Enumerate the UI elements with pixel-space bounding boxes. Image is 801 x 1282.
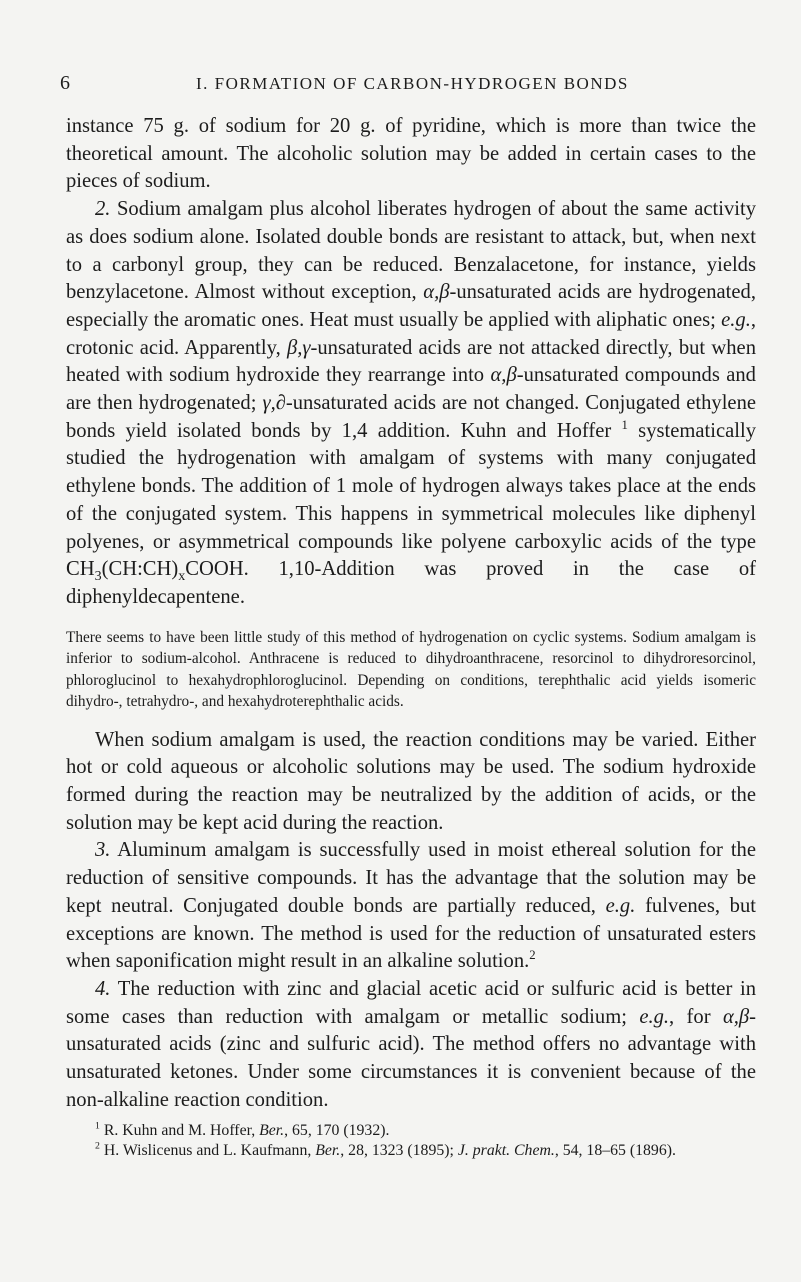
paragraph-zinc-reduction: 4. The reduction with zinc and glacial acetic acid or sulfuric acid is better in some cases than reduction with amalgam or metallic sodium; e.g., for α,β-unsaturated acids (zinc and sulfuric acid). The method offers no advantage with unsaturated ketones. Under some circumstances it is convenient because of the non-alkaline reaction condition. xyxy=(66,977,757,1111)
paragraph-aluminum-amalgam: 3. Aluminum amalgam is successfully used in moist ethereal solution for the reduction of sensitive compounds. It has the advantage that the solution may be kept neutral. Conjugated double bonds are partially reduced, e.g. fulvenes, but exceptions are known. The method is used for the reduction of unsaturated esters when saponification might result in an alkaline solution.$^2$ xyxy=(66,839,756,973)
small-print-note: There seems to have been little study of this method of hydrogenation on cyclic systems. Sodium amalgam is inferior to sodium-alcohol. Anthracene is reduced to dihydroanthracene, resorcinol to dihydroresorcinol, phloroglucinol to hexahydrophloroglucinol. Depending on conditions, terephthalic acid yields isomeric dihydro-, tetrahydro-, and hexahydroterephthalic acids. xyxy=(66,628,756,711)
paragraph-continuation: instance 75 g. of sodium for 20 g. of pyridine, which is more than twice the theoretical amount. The alcoholic solution may be added in certain cases to the pieces of sodium. xyxy=(66,115,756,193)
item-number: 4. xyxy=(95,977,111,1000)
body-text xyxy=(66,113,756,1162)
footnote-2: $^2$ H. Wislicenus and L. Kaufmann, Ber., 28, 1323 (1895); J. prakt. Chem., 54, 18–65 (1896). xyxy=(95,1140,676,1159)
footnotes xyxy=(66,1121,756,1162)
item-number: 3. xyxy=(95,839,111,862)
running-head: I. FORMATION OF CARBON-HYDROGEN BONDS xyxy=(196,74,629,93)
item-number: 2. xyxy=(95,198,111,221)
page-header xyxy=(60,72,750,100)
paragraph-sodium-amalgam: 2. Sodium amalgam plus alcohol liberates hydrogen of about the same activity as does sodium alone. Isolated double bonds are resistant to attack, but, when next to a carbonyl group, they can be reduced. Benzalacetone, for instance, yields benzylacetone. Almost without exception, α,β-unsaturated acids are hydrogenated, especially the aromatic ones. Heat must usually be applied with aliphatic ones; e.g., crotonic acid. Apparently, β,γ-unsaturated acids are not attacked directly, but when heated with sodium hydroxide they rearrange into α,β-unsaturated compounds and are then hydrogenated; γ,∂-unsaturated acids are not changed. Conjugated ethylene bonds yield isolated bonds by 1,4 addition. Kuhn and Hoffer $^1$ systematically studied the hydrogenation with amalgam of systems with many conjugated ethylene bonds. The addition of 1 mole of hydrogen always takes place at the ends of the conjugated system. This happens in symmetrical molecules like diphenyl polyenes, or asymmetrical compounds like polyene carboxylic acids of the type $CH_3(CH:CH)_xCOOH$. 1,10-Addition was proved in the case of diphenyldecapentene. xyxy=(66,198,757,608)
paragraph-reaction-conditions: When sodium amalgam is used, the reaction conditions may be varied. Either hot or cold aqueous or alcoholic solutions may be used. The sodium hydroxide formed during the reaction may be neutralized by the addition of acids, or the solution may be kept acid during the reaction. xyxy=(66,728,756,834)
footnote-1: $^1$ R. Kuhn and M. Hoffer, Ber., 65, 170 (1932). xyxy=(95,1120,390,1139)
page-number: 6 xyxy=(60,72,70,94)
footnote-ref: 1 xyxy=(621,417,628,432)
footnote-ref: 2 xyxy=(529,948,536,963)
